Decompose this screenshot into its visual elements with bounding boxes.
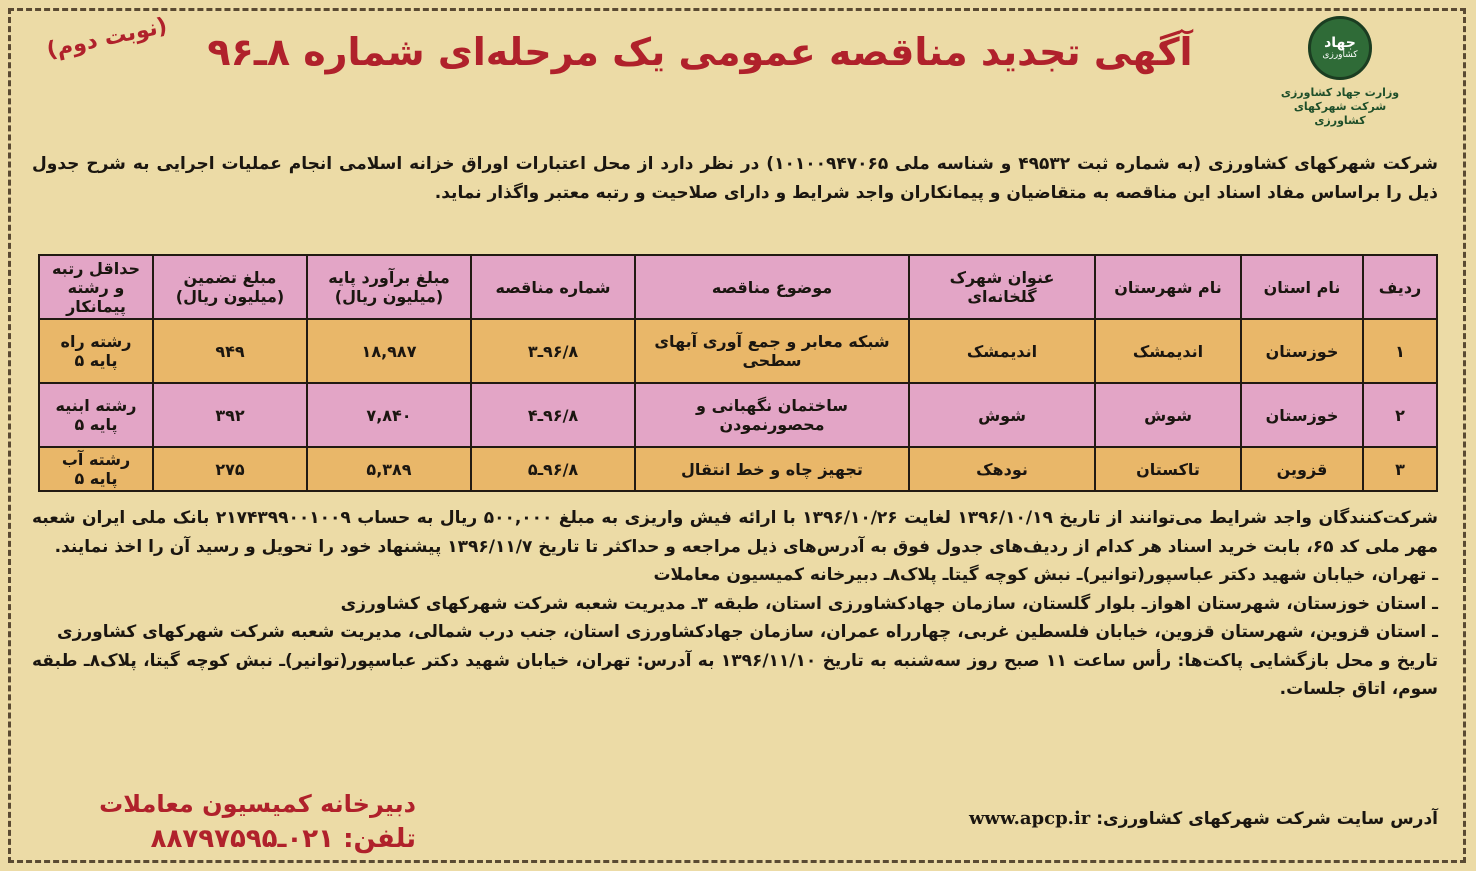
cell-town: نودهک xyxy=(909,447,1095,491)
header-estimate: مبلغ برآورد پایه (میلیون ریال) xyxy=(307,255,471,319)
tender-table xyxy=(38,254,1438,492)
address-tehran: ـ تهران، خیابان شهید دکتر عباسپور(توانیر)ـ نبش کوچه گیتاـ پلاک۸ـ دبیرخانه کمیسیون معاملات xyxy=(653,565,1438,585)
cell-estimate: ۷,۸۴۰ xyxy=(307,383,471,447)
table-row xyxy=(39,383,1437,447)
header-town: عنوان شهرک گلخانه‌ای xyxy=(909,255,1095,319)
logo-word: جهاد xyxy=(1324,35,1356,51)
logo-sub: کشاورزی xyxy=(1322,50,1358,60)
organization-logo xyxy=(1280,16,1400,136)
opening-paragraph: تاریخ و محل بازگشایی پاکت‌ها: رأس ساعت ۱۱ صبح روز سه‌شنبه به تاریخ ۱۳۹۶/۱۱/۱۰ به آدرس: تهران، خیابان شهید دکتر عباسپور(توانیر)ـ نبش کوچه گیتا، پلاک۸ـ طبقه سوم، اتاق جلسات. xyxy=(32,650,1438,699)
cell-estimate: ۱۸,۹۸۷ xyxy=(307,319,471,383)
secretariat-name: دبیرخانه کمیسیون معاملات xyxy=(99,790,416,818)
conditions-paragraph: شرکت‌کنندگان واجد شرایط می‌توانند از تاریخ ۱۳۹۶/۱۰/۱۹ لغایت ۱۳۹۶/۱۰/۲۶ با ارائه فیش واریزی به مبلغ ۵۰۰,۰۰۰ ریال به حساب ۲۱۷۴۳۹۹۰۰۱۰۰۹ بانک ملی ایران شعبه مهر ملی کد ۶۵، بابت خرید اسناد هر کدام از ردیف‌های جدول فوق به آدرس‌های ذیل مراجعه و حداکثر تا تاریخ ۱۳۹۶/۱۱/۷ پیشنهاد خود را تحویل و رسید آن را اخذ نمایند. xyxy=(32,508,1438,557)
ministry-line: وزارت جهاد کشاورزی xyxy=(1280,86,1400,99)
cell-county: شوش xyxy=(1095,383,1241,447)
website-label: آدرس سایت شرکت شهرکهای کشاورزی: xyxy=(1096,809,1438,829)
cell-tender-number: ۹۶/۸ـ۳ xyxy=(471,319,635,383)
round-badge: (نوبت دوم) xyxy=(44,13,170,64)
ministry-name xyxy=(1280,86,1400,128)
leaf-logo-icon xyxy=(1308,16,1372,80)
cell-grade: رشته ابنیه پایه ۵ xyxy=(39,383,153,447)
header-county: نام شهرستان xyxy=(1095,255,1241,319)
cell-row-number: ۱ xyxy=(1363,319,1437,383)
cell-guarantee: ۹۴۹ xyxy=(153,319,307,383)
cell-subject: ساختمان نگهبانی و محصورنمودن xyxy=(635,383,909,447)
header-province: نام استان xyxy=(1241,255,1363,319)
website-url[interactable]: www.apcp.ir xyxy=(968,808,1091,829)
website-line xyxy=(880,808,1438,829)
cell-province: خوزستان xyxy=(1241,383,1363,447)
cell-tender-number: ۹۶/۸ـ۵ xyxy=(471,447,635,491)
cell-county: اندیمشک xyxy=(1095,319,1241,383)
cell-subject: شبکه معابر و جمع آوری آبهای سطحی xyxy=(635,319,909,383)
cell-row-number: ۲ xyxy=(1363,383,1437,447)
company-line: شرکت شهرکهای کشاورزی xyxy=(1293,100,1387,127)
phone-label: تلفن: xyxy=(343,824,416,854)
intro-paragraph: شرکت شهرکهای کشاورزی (به شماره ثبت ۴۹۵۳۲ و شناسه ملی ۱۰۱۰۰۹۴۷۰۶۵) در نظر دارد از محل اعتبارات اوراق خزانه اسلامی انجام عملیات اجرایی به شرح جدول ذیل را براساس مفاد اسناد این مناقصه به متقاضیان و پیمانکاران واجد شرایط و دارای صلاحیت و رتبه معتبر واگذار نماید. xyxy=(32,154,1438,203)
cell-province: خوزستان xyxy=(1241,319,1363,383)
header-tender-number: شماره مناقصه xyxy=(471,255,635,319)
header-grade: حداقل رتبه و رشته پیمانکار xyxy=(39,255,153,319)
address-khuzestan: ـ استان خوزستان، شهرستان اهوازـ بلوار گلستان، سازمان جهادکشاورزی استان، طبقه ۳ـ مدیریت شعبه شرکت شهرکهای کشاورزی xyxy=(340,593,1438,614)
phone-line xyxy=(36,824,416,854)
cell-grade: رشته راه پایه ۵ xyxy=(39,319,153,383)
table-row xyxy=(39,319,1437,383)
header-row-number: ردیف xyxy=(1363,255,1437,319)
notice-body xyxy=(32,504,1438,704)
phone-number: ۰۲۱ـ۸۸۷۹۷۵۹۵ xyxy=(150,824,335,854)
cell-county: تاکستان xyxy=(1095,447,1241,491)
notice-title: آگهی تجدید مناقصه عمومی یک مرحله‌ای شماره ۸ـ۹۶ xyxy=(207,30,1193,74)
cell-province: قزوین xyxy=(1241,447,1363,491)
cell-guarantee: ۳۹۲ xyxy=(153,383,307,447)
address-qazvin: ـ استان قزوین، شهرستان قزوین، خیابان فلسطین غربی، چهارراه عمران، سازمان جهادکشاورزی استان، جنب درب شمالی، مدیریت شعبه شرکت شهرکهای کشاورزی xyxy=(56,622,1438,642)
header-guarantee: مبلغ تضمین (میلیون ریال) xyxy=(153,255,307,319)
cell-subject: تجهیز چاه و خط انتقال xyxy=(635,447,909,491)
table-header-row xyxy=(39,255,1437,319)
cell-tender-number: ۹۶/۸ـ۴ xyxy=(471,383,635,447)
cell-row-number: ۳ xyxy=(1363,447,1437,491)
table-row xyxy=(39,447,1437,491)
header-subject: موضوع مناقصه xyxy=(635,255,909,319)
cell-town: شوش xyxy=(909,383,1095,447)
cell-town: اندیمشک xyxy=(909,319,1095,383)
cell-estimate: ۵,۳۸۹ xyxy=(307,447,471,491)
cell-grade: رشته آب پایه ۵ xyxy=(39,447,153,491)
cell-guarantee: ۲۷۵ xyxy=(153,447,307,491)
